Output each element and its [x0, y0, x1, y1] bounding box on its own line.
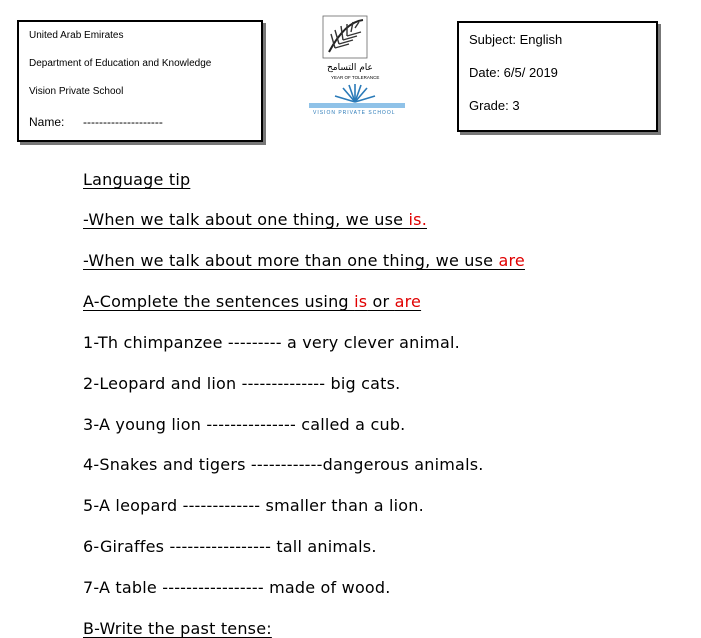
date-text: Date: 6/5/ 2019	[469, 65, 558, 80]
subject-text: Subject: English	[469, 32, 563, 47]
tip-two-text: -When we talk about more than one thing, we use	[83, 251, 499, 270]
sentence-4[interactable]: 4-Snakes and tigers ------------dangerous animals.	[83, 455, 484, 474]
school-text: Vision Private School	[29, 86, 124, 97]
name-label: Name:	[29, 115, 65, 129]
tip-one-word: is.	[408, 210, 427, 229]
name-blank[interactable]: --------------------	[83, 115, 163, 129]
logo-school: VISION PRIVATE SCHOOL	[313, 110, 396, 116]
section-b-heading: B-Write the past tense:	[83, 619, 272, 638]
tip-two	[83, 251, 525, 270]
tip-title: Language tip	[83, 170, 191, 189]
logo-year: YEAR OF TOLERANCE	[331, 75, 380, 80]
school-logo	[305, 14, 409, 124]
sentence-3[interactable]: 3-A young lion --------------- called a cub.	[83, 415, 406, 434]
section-a-are: are	[394, 292, 422, 311]
tip-one	[83, 210, 427, 229]
sentence-6[interactable]: 6-Giraffes ----------------- tall animals.	[83, 537, 377, 556]
section-a-or: or	[367, 292, 395, 311]
grade-text: Grade: 3	[469, 98, 520, 113]
sentence-1[interactable]: 1-Th chimpanzee --------- a very clever animal.	[83, 333, 460, 352]
header-info-box	[17, 20, 263, 142]
logo-arabic: عام التسامح	[327, 63, 373, 73]
sentence-2[interactable]: 2-Leopard and lion -------------- big cats.	[83, 374, 401, 393]
dept-text: Department of Education and Knowledge	[29, 58, 212, 69]
header-subject-box	[457, 21, 658, 132]
section-a-is: is	[354, 292, 368, 311]
sentence-5[interactable]: 5-A leopard ------------- smaller than a lion.	[83, 496, 424, 515]
section-a-heading	[83, 292, 421, 311]
sentence-7[interactable]: 7-A table ----------------- made of wood.	[83, 578, 391, 597]
tip-two-word: are	[498, 251, 525, 270]
tip-one-text: -When we talk about one thing, we use	[83, 210, 409, 229]
org-text: United Arab Emirates	[29, 30, 124, 41]
section-a-pre: A-Complete the sentences using	[83, 292, 355, 311]
